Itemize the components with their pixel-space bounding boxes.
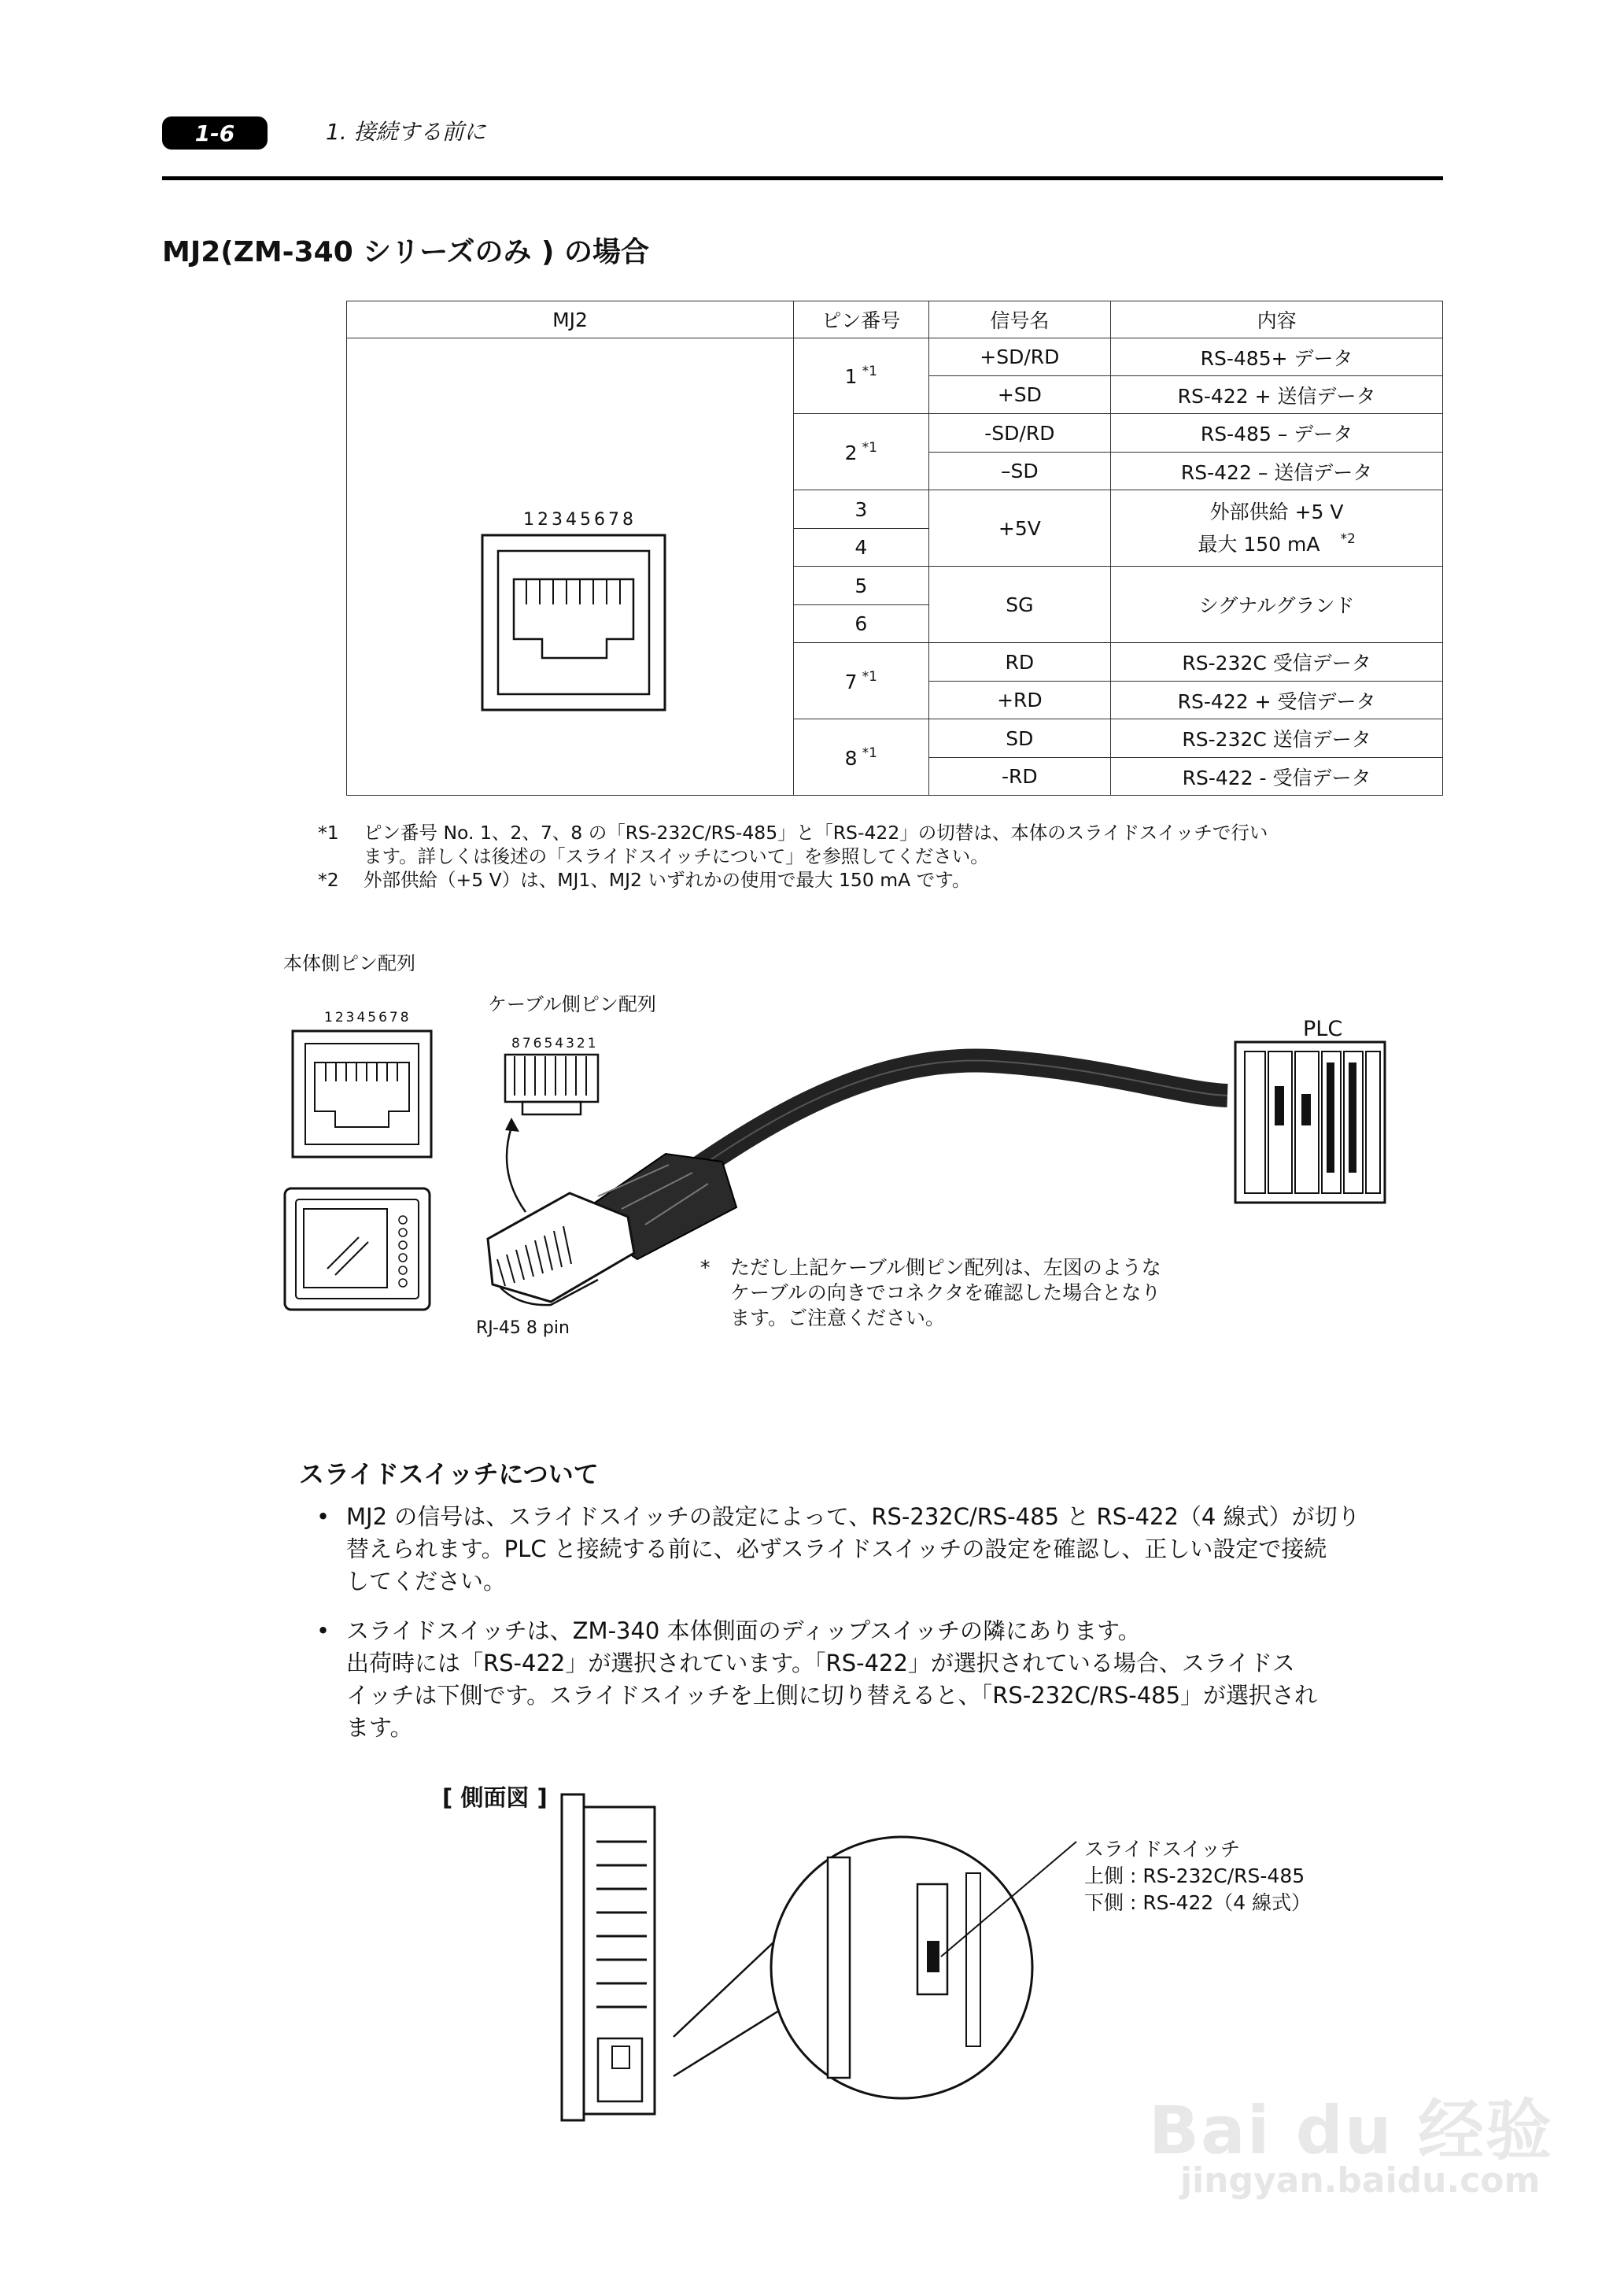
plc-label: PLC: [1303, 1017, 1343, 1041]
bullet-line: スライドスイッチは、ZM-340 本体側面のディップスイッチの隣にあります。: [346, 1617, 1141, 1644]
jack-pin-numbers: 12345678: [523, 510, 637, 530]
list-item: [316, 1501, 1360, 1598]
body-jack-icon: [293, 1031, 431, 1157]
content-cell: RS-422 - 受信データ: [1111, 758, 1443, 796]
bullet-icon: •: [316, 1503, 330, 1530]
content-cell: RS-232C 受信データ: [1111, 643, 1443, 682]
switch-lower: 下側 : RS-422（4 線式）: [1084, 1891, 1312, 1914]
list-item: [316, 1615, 1360, 1744]
chapter-title: 1. 接続する前に: [326, 119, 486, 145]
zoom-detail-icon: [771, 1837, 1076, 2098]
signal-cell: +RD: [928, 682, 1111, 719]
signal-cell: -SD/RD: [928, 414, 1111, 453]
device-side-icon: [562, 1794, 655, 2120]
bullet-line: してください。: [346, 1568, 507, 1595]
cable-pin-label: ケーブル側ピン配列: [488, 993, 656, 1015]
diagram-note-line: ケーブルの向きでコネクタを確認した場合となり: [730, 1281, 1161, 1304]
content-cell: シグナルグランド: [1111, 567, 1443, 643]
diagram-note: [700, 1255, 1161, 1331]
content-cell: RS-232C 送信データ: [1111, 719, 1443, 758]
plc-rack-icon: [1235, 1042, 1385, 1203]
signal-cell: RD: [928, 643, 1111, 682]
rj45-plug-icon: [488, 1193, 634, 1305]
pin-1: 1 $^{*1}$: [794, 338, 929, 414]
cable-pin-icon: [505, 1055, 598, 1114]
switch-title: スライドスイッチ: [1084, 1838, 1241, 1861]
footnote-mark: *2: [318, 869, 339, 891]
signal-cell: SG: [928, 567, 1111, 643]
header-pin: ピン番号: [794, 301, 929, 338]
diagram-note-line: ただし上記ケーブル側ピン配列は、左図のような: [730, 1256, 1161, 1279]
signal-cell: +5V: [928, 490, 1111, 567]
bullet-line: MJ2 の信号は、スライドスイッチの設定によって、RS-232C/RS-485 と RS-422（4 線式）が切り: [346, 1503, 1360, 1530]
content-cell: RS-485+ データ: [1111, 338, 1443, 376]
header-connector: MJ2: [347, 301, 794, 338]
content-cell: RS-422 – 送信データ: [1111, 453, 1443, 490]
side-view-label: [ 側面図 ]: [442, 1784, 548, 1811]
watermark-logo: Bai du 经验: [1149, 2092, 1553, 2169]
pin-8: 8 $^{*1}$: [794, 719, 929, 796]
bullet-line: イッチは下側です。スライドスイッチを上側に切り替えると、「RS-232C/RS-485」が選択され: [346, 1682, 1318, 1709]
bullet-line: ます。: [346, 1714, 413, 1741]
signal-cell: -RD: [928, 758, 1111, 796]
signal-cell: +SD: [928, 376, 1111, 414]
cable-pin-numbers: 87654321: [511, 1036, 599, 1051]
pin-6: 6: [794, 605, 929, 643]
orientation-arrow-icon: [507, 1127, 526, 1212]
header-content: 内容: [1111, 301, 1443, 338]
switch-callout: [1084, 1836, 1311, 1916]
body-pin-label: 本体側ピン配列: [283, 952, 415, 974]
pin-3: 3: [794, 490, 929, 529]
bullet-line: 出荷時には「RS-422」が選択されています。「RS-422」が選択されている場合、スライドス: [346, 1650, 1295, 1676]
page-number-badge: 1-6: [162, 116, 268, 150]
pin-2: 2 $^{*1}$: [794, 414, 929, 490]
slide-switch-bullets: [316, 1501, 1360, 1761]
footnote-text: ピン番号 No. 1、2、7、8 の「RS-232C/RS-485」と「RS-422」の切替は、本体のスライドスイッチで行い: [364, 822, 1268, 844]
bullet-line: 替えられます。PLC と接続する前に、必ずスライドスイッチの設定を確認し、正しい設定で接続: [346, 1536, 1327, 1562]
footnote-text: 外部供給（+5 V）は、MJ1、MJ2 いずれかの使用で最大 150 mA です。: [364, 869, 971, 891]
signal-cell: –SD: [928, 453, 1111, 490]
footnote-text: ます。詳しくは後述の「スライドスイッチについて」を参照してください。: [364, 845, 989, 867]
bullet-icon: •: [316, 1617, 330, 1644]
footnote-mark: *1: [318, 822, 339, 844]
cable-icon: [645, 1061, 1227, 1206]
content-cell: RS-422 + 受信データ: [1111, 682, 1443, 719]
hmi-unit-icon: [285, 1188, 430, 1310]
header-signal: 信号名: [928, 301, 1111, 338]
watermark-url: jingyan.baidu.com: [1180, 2160, 1541, 2201]
pin-4: 4: [794, 529, 929, 567]
section-title: MJ2(ZM-340 シリーズのみ ) の場合: [162, 236, 649, 268]
connector-label: RJ-45 8 pin: [476, 1318, 570, 1338]
power-desc-line1: 外部供給 +5 V: [1209, 500, 1344, 523]
content-cell: RS-485 – データ: [1111, 414, 1443, 453]
power-desc-line2: 最大 150 mA $^{*2}$: [1198, 530, 1356, 556]
pin-5: 5: [794, 567, 929, 605]
content-cell: RS-422 + 送信データ: [1111, 376, 1443, 414]
body-pin-numbers: 12345678: [324, 1010, 412, 1026]
diagram-note-line: ます。ご注意ください。: [730, 1306, 946, 1329]
signal-cell: +SD/RD: [928, 338, 1111, 376]
slide-switch-title: スライドスイッチについて: [299, 1459, 599, 1489]
diagram-note-mark: *: [700, 1256, 710, 1279]
signal-cell: SD: [928, 719, 1111, 758]
switch-upper: 上側 : RS-232C/RS-485: [1084, 1864, 1305, 1887]
pin-7: 7 $^{*1}$: [794, 643, 929, 719]
